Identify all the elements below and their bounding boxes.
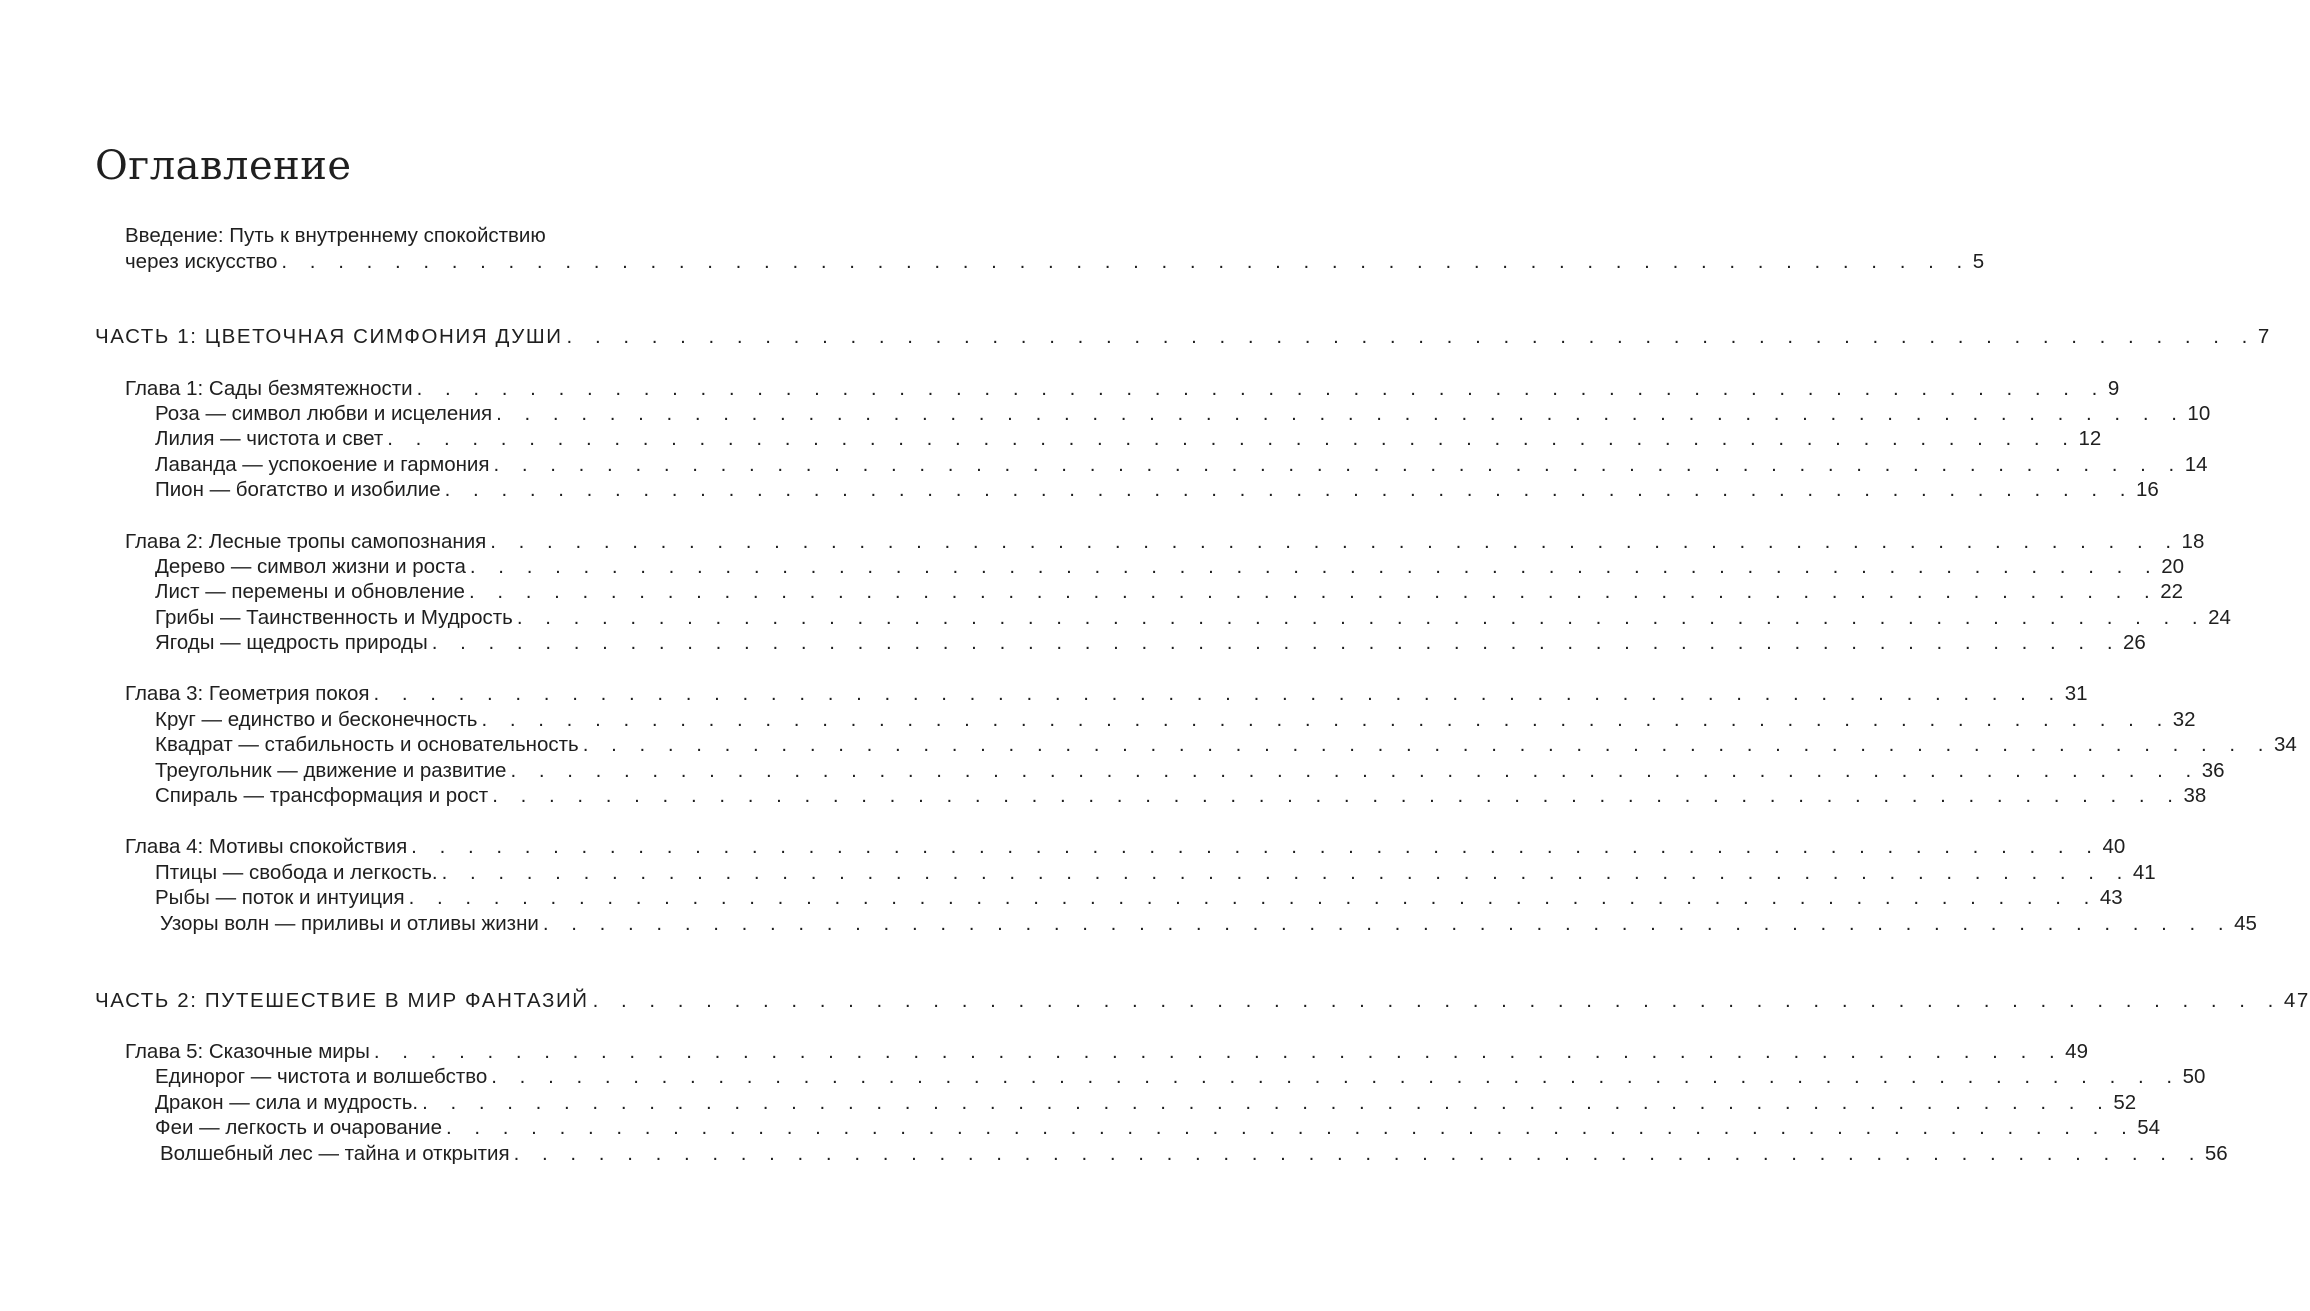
- toc-page-number: 24: [2208, 606, 2231, 629]
- toc-chapter-label: Глава 2: Лесные тропы самопознания: [125, 530, 487, 553]
- toc-page-number: 22: [2160, 580, 2184, 603]
- dot-leader: . . . . . . . . . . . . . . . . . . . . . . . . . . . . . . . . . . . . . . . . . . . . . . . . . . . . . . . . . . . .: [491, 1065, 2181, 1088]
- toc-page-number: 12: [2078, 427, 2102, 450]
- dot-leader: . . . . . . . . . . . . . . . . . . . . . . . . . . . . . . . . . . . . . . . . . . . . . . . . . . . . . . . . . . . .: [281, 250, 1971, 273]
- toc-page-number: 45: [2234, 912, 2257, 935]
- toc-page-number: 47: [2283, 989, 2310, 1012]
- dot-leader: . . . . . . . . . . . . . . . . . . . . . . . . . . . . . . . . . . . . . . . . . . . . . . . . . . . . . . . . . . . .: [446, 1116, 2136, 1139]
- toc-section-label: Птицы — свобода и легкость.: [155, 861, 438, 884]
- toc-page-number: 32: [2172, 708, 2196, 731]
- toc-page-number: 40: [2102, 835, 2126, 858]
- toc-page-number: 36: [2201, 759, 2225, 782]
- toc-section-label: Ягоды — щедрость природы: [155, 631, 428, 654]
- dot-leader: . . . . . . . . . . . . . . . . . . . . . . . . . . . . . . . . . . . . . . . . . . . . . . . . . . . . . . . . . . . .: [492, 784, 2182, 807]
- toc-chapter-1[interactable]: [125, 376, 2120, 402]
- dot-leader: . . . . . . . . . . . . . . . . . . . . . . . . . . . . . . . . . . . . . . . . . . . . . . . . . . . . . . . . . . . .: [582, 733, 2272, 756]
- toc-page-number: 34: [2273, 733, 2297, 756]
- toc-section[interactable]: [155, 554, 2184, 580]
- toc-chapter-label: Глава 5: Сказочные миры: [125, 1040, 370, 1063]
- toc-section-label: Волшебный лес — тайна и открытия: [160, 1142, 510, 1165]
- page-title: Оглавление: [95, 143, 352, 189]
- dot-leader: . . . . . . . . . . . . . . . . . . . . . . . . . . . . . . . . . . . . . . . . . . . . . . . . . . . . . . . . . . . .: [510, 759, 2200, 782]
- toc-section[interactable]: [155, 732, 2297, 758]
- toc-section-label: Феи — легкость и очарование: [155, 1116, 442, 1139]
- toc-chapter-3[interactable]: [125, 681, 2088, 707]
- toc-section[interactable]: [155, 630, 2146, 656]
- toc-chapter-label: Глава 4: Мотивы спокойствия: [125, 835, 408, 858]
- toc-section[interactable]: [155, 885, 2123, 911]
- toc-section-label: Квадрат — стабильность и основательность: [155, 733, 579, 756]
- toc-page-number: 16: [2135, 478, 2159, 501]
- toc-part-2[interactable]: [95, 988, 2310, 1014]
- toc-page-number: 50: [2182, 1065, 2206, 1088]
- toc-section-label: Круг — единство и бесконечность: [155, 708, 478, 731]
- toc-page-number: 10: [2187, 402, 2211, 425]
- toc-intro-line1: Введение: Путь к внутреннему спокойствию: [125, 224, 546, 247]
- dot-leader: . . . . . . . . . . . . . . . . . . . . . . . . . . . . . . . . . . . . . . . . . . . . . . . . . . . . . . . . . . . .: [493, 453, 2183, 476]
- toc-chapter-5[interactable]: [125, 1039, 2088, 1065]
- dot-leader: . . . . . . . . . . . . . . . . . . . . . . . . . . . . . . . . . . . . . . . . . . . . . . . . . . . . . . . . . . . .: [422, 1091, 2112, 1114]
- toc-section[interactable]: [155, 1090, 2137, 1116]
- toc-section[interactable]: [155, 452, 2208, 478]
- toc-page-number: 9: [2107, 377, 2120, 400]
- toc-entry-label: через искусство: [125, 250, 278, 273]
- toc-section-label: Лилия — чистота и свет: [155, 427, 384, 450]
- dot-leader: . . . . . . . . . . . . . . . . . . . . . . . . . . . . . . . . . . . . . . . . . . . . . . . . . . . . . . . . . . . .: [516, 606, 2207, 629]
- toc-section[interactable]: [155, 426, 2102, 452]
- toc-page-number: 20: [2161, 555, 2184, 578]
- toc-section[interactable]: [155, 401, 2211, 427]
- dot-leader: . . . . . . . . . . . . . . . . . . . . . . . . . . . . . . . . . . . . . . . . . . . . . . . . . . . . . . . . . . . .: [441, 861, 2131, 884]
- toc-page-number: 18: [2181, 530, 2205, 553]
- toc-section[interactable]: [160, 911, 2257, 937]
- toc-page-number: 54: [2137, 1116, 2161, 1139]
- toc-chapter-2[interactable]: [125, 529, 2205, 555]
- toc-section-label: Спираль — трансформация и рост: [155, 784, 489, 807]
- toc-section[interactable]: [155, 707, 2196, 733]
- toc-page-number: 5: [1972, 250, 1985, 273]
- toc-chapter-label: Глава 1: Сады безмятежности: [125, 377, 413, 400]
- dot-leader: . . . . . . . . . . . . . . . . . . . . . . . . . . . . . . . . . . . . . . . . . . . . . . . . . . . . . . . . . . . .: [411, 835, 2101, 858]
- toc-page-number: 41: [2132, 861, 2156, 884]
- toc-section-label: Дракон — сила и мудрость.: [155, 1091, 419, 1114]
- toc-part-label: ЧАСТЬ 2: ПУТЕШЕСТВИЕ В МИР ФАНТАЗИЙ: [95, 989, 589, 1012]
- toc-section[interactable]: [155, 860, 2156, 886]
- toc-section-label: Дерево — символ жизни и роста: [155, 555, 466, 578]
- dot-leader: . . . . . . . . . . . . . . . . . . . . . . . . . . . . . . . . . . . . . . . . . . . . . . . . . . . . . . . . . . . .: [408, 886, 2098, 909]
- dot-leader: . . . . . . . . . . . . . . . . . . . . . . . . . . . . . . . . . . . . . . . . . . . . . . . . . . . . . . . . . . . .: [468, 580, 2159, 603]
- toc-section-label: Узоры волн — приливы и отливы жизни: [160, 912, 539, 935]
- toc-section-label: Пион — богатство и изобилие: [155, 478, 441, 501]
- dot-leader: . . . . . . . . . . . . . . . . . . . . . . . . . . . . . . . . . . . . . . . . . . . . . . . . . . . . . . . . . . . .: [373, 1040, 2064, 1063]
- toc-section-label: Лист — перемены и обновление: [155, 580, 465, 603]
- toc-page-number: 7: [2257, 325, 2271, 348]
- dot-leader: . . . . . . . . . . . . . . . . . . . . . . . . . . . . . . . . . . . . . . . . . . . . . . . . . . . . . . . . . . . .: [444, 478, 2134, 501]
- toc-section[interactable]: [155, 1115, 2161, 1141]
- toc-page-number: 31: [2064, 682, 2088, 705]
- dot-leader: . . . . . . . . . . . . . . . . . . . . . . . . . . . . . . . . . . . . . . . . . . . . . . . . . . . . . . . . . . . .: [592, 989, 2282, 1012]
- dot-leader: . . . . . . . . . . . . . . . . . . . . . . . . . . . . . . . . . . . . . . . . . . . . . . . . . . . . . . . . . . . .: [431, 631, 2122, 654]
- dot-leader: . . . . . . . . . . . . . . . . . . . . . . . . . . . . . . . . . . . . . . . . . . . . . . . . . . . . . . . . . . . .: [496, 402, 2186, 425]
- toc-chapter-4[interactable]: [125, 834, 2126, 860]
- dot-leader: . . . . . . . . . . . . . . . . . . . . . . . . . . . . . . . . . . . . . . . . . . . . . . . . . . . . . . . . . . . .: [566, 325, 2256, 348]
- toc-section[interactable]: [155, 579, 2184, 605]
- dot-leader: . . . . . . . . . . . . . . . . . . . . . . . . . . . . . . . . . . . . . . . . . . . . . . . . . . . . . . . . . . . .: [542, 912, 2233, 935]
- toc-section-label: Единорог — чистота и волшебство: [155, 1065, 488, 1088]
- toc-section[interactable]: [155, 758, 2225, 784]
- toc-section-label: Треугольник — движение и развитие: [155, 759, 507, 782]
- toc-section[interactable]: [155, 783, 2207, 809]
- toc-page-number: 56: [2204, 1142, 2228, 1165]
- toc-section-label: Роза — символ любви и исцеления: [155, 402, 493, 425]
- dot-leader: . . . . . . . . . . . . . . . . . . . . . . . . . . . . . . . . . . . . . . . . . . . . . . . . . . . . . . . . . . . .: [373, 682, 2063, 705]
- toc-section[interactable]: [155, 605, 2231, 631]
- dot-leader: . . . . . . . . . . . . . . . . . . . . . . . . . . . . . . . . . . . . . . . . . . . . . . . . . . . . . . . . . . . .: [490, 530, 2180, 553]
- dot-leader: . . . . . . . . . . . . . . . . . . . . . . . . . . . . . . . . . . . . . . . . . . . . . . . . . . . . . . . . . . . .: [513, 1142, 2203, 1165]
- toc-intro[interactable]: [125, 249, 1985, 275]
- toc-section[interactable]: [155, 477, 2159, 503]
- toc-section-label: Лаванда — успокоение и гармония: [155, 453, 490, 476]
- toc-page-number: 43: [2099, 886, 2123, 909]
- dot-leader: . . . . . . . . . . . . . . . . . . . . . . . . . . . . . . . . . . . . . . . . . . . . . . . . . . . . . . . . . . . .: [387, 427, 2077, 450]
- toc-section[interactable]: [160, 1141, 2228, 1167]
- dot-leader: . . . . . . . . . . . . . . . . . . . . . . . . . . . . . . . . . . . . . . . . . . . . . . . . . . . . . . . . . . . .: [416, 377, 2106, 400]
- toc-part-1[interactable]: [95, 324, 2271, 350]
- dot-leader: . . . . . . . . . . . . . . . . . . . . . . . . . . . . . . . . . . . . . . . . . . . . . . . . . . . . . . . . . . . .: [481, 708, 2171, 731]
- dot-leader: . . . . . . . . . . . . . . . . . . . . . . . . . . . . . . . . . . . . . . . . . . . . . . . . . . . . . . . . . . . .: [469, 555, 2160, 578]
- toc-section[interactable]: [155, 1064, 2206, 1090]
- toc-section-label: Рыбы — поток и интуиция: [155, 886, 405, 909]
- toc-page-number: 49: [2065, 1040, 2088, 1063]
- toc-page-number: 52: [2113, 1091, 2137, 1114]
- toc-chapter-label: Глава 3: Геометрия покоя: [125, 682, 370, 705]
- toc-section-label: Грибы — Таинственность и Мудрость: [155, 606, 513, 629]
- toc-page-number: 26: [2123, 631, 2146, 654]
- toc-page-number: 14: [2184, 453, 2208, 476]
- toc-part-label: ЧАСТЬ 1: ЦВЕТОЧНАЯ СИМФОНИЯ ДУШИ: [95, 325, 563, 348]
- toc-page-number: 38: [2183, 784, 2207, 807]
